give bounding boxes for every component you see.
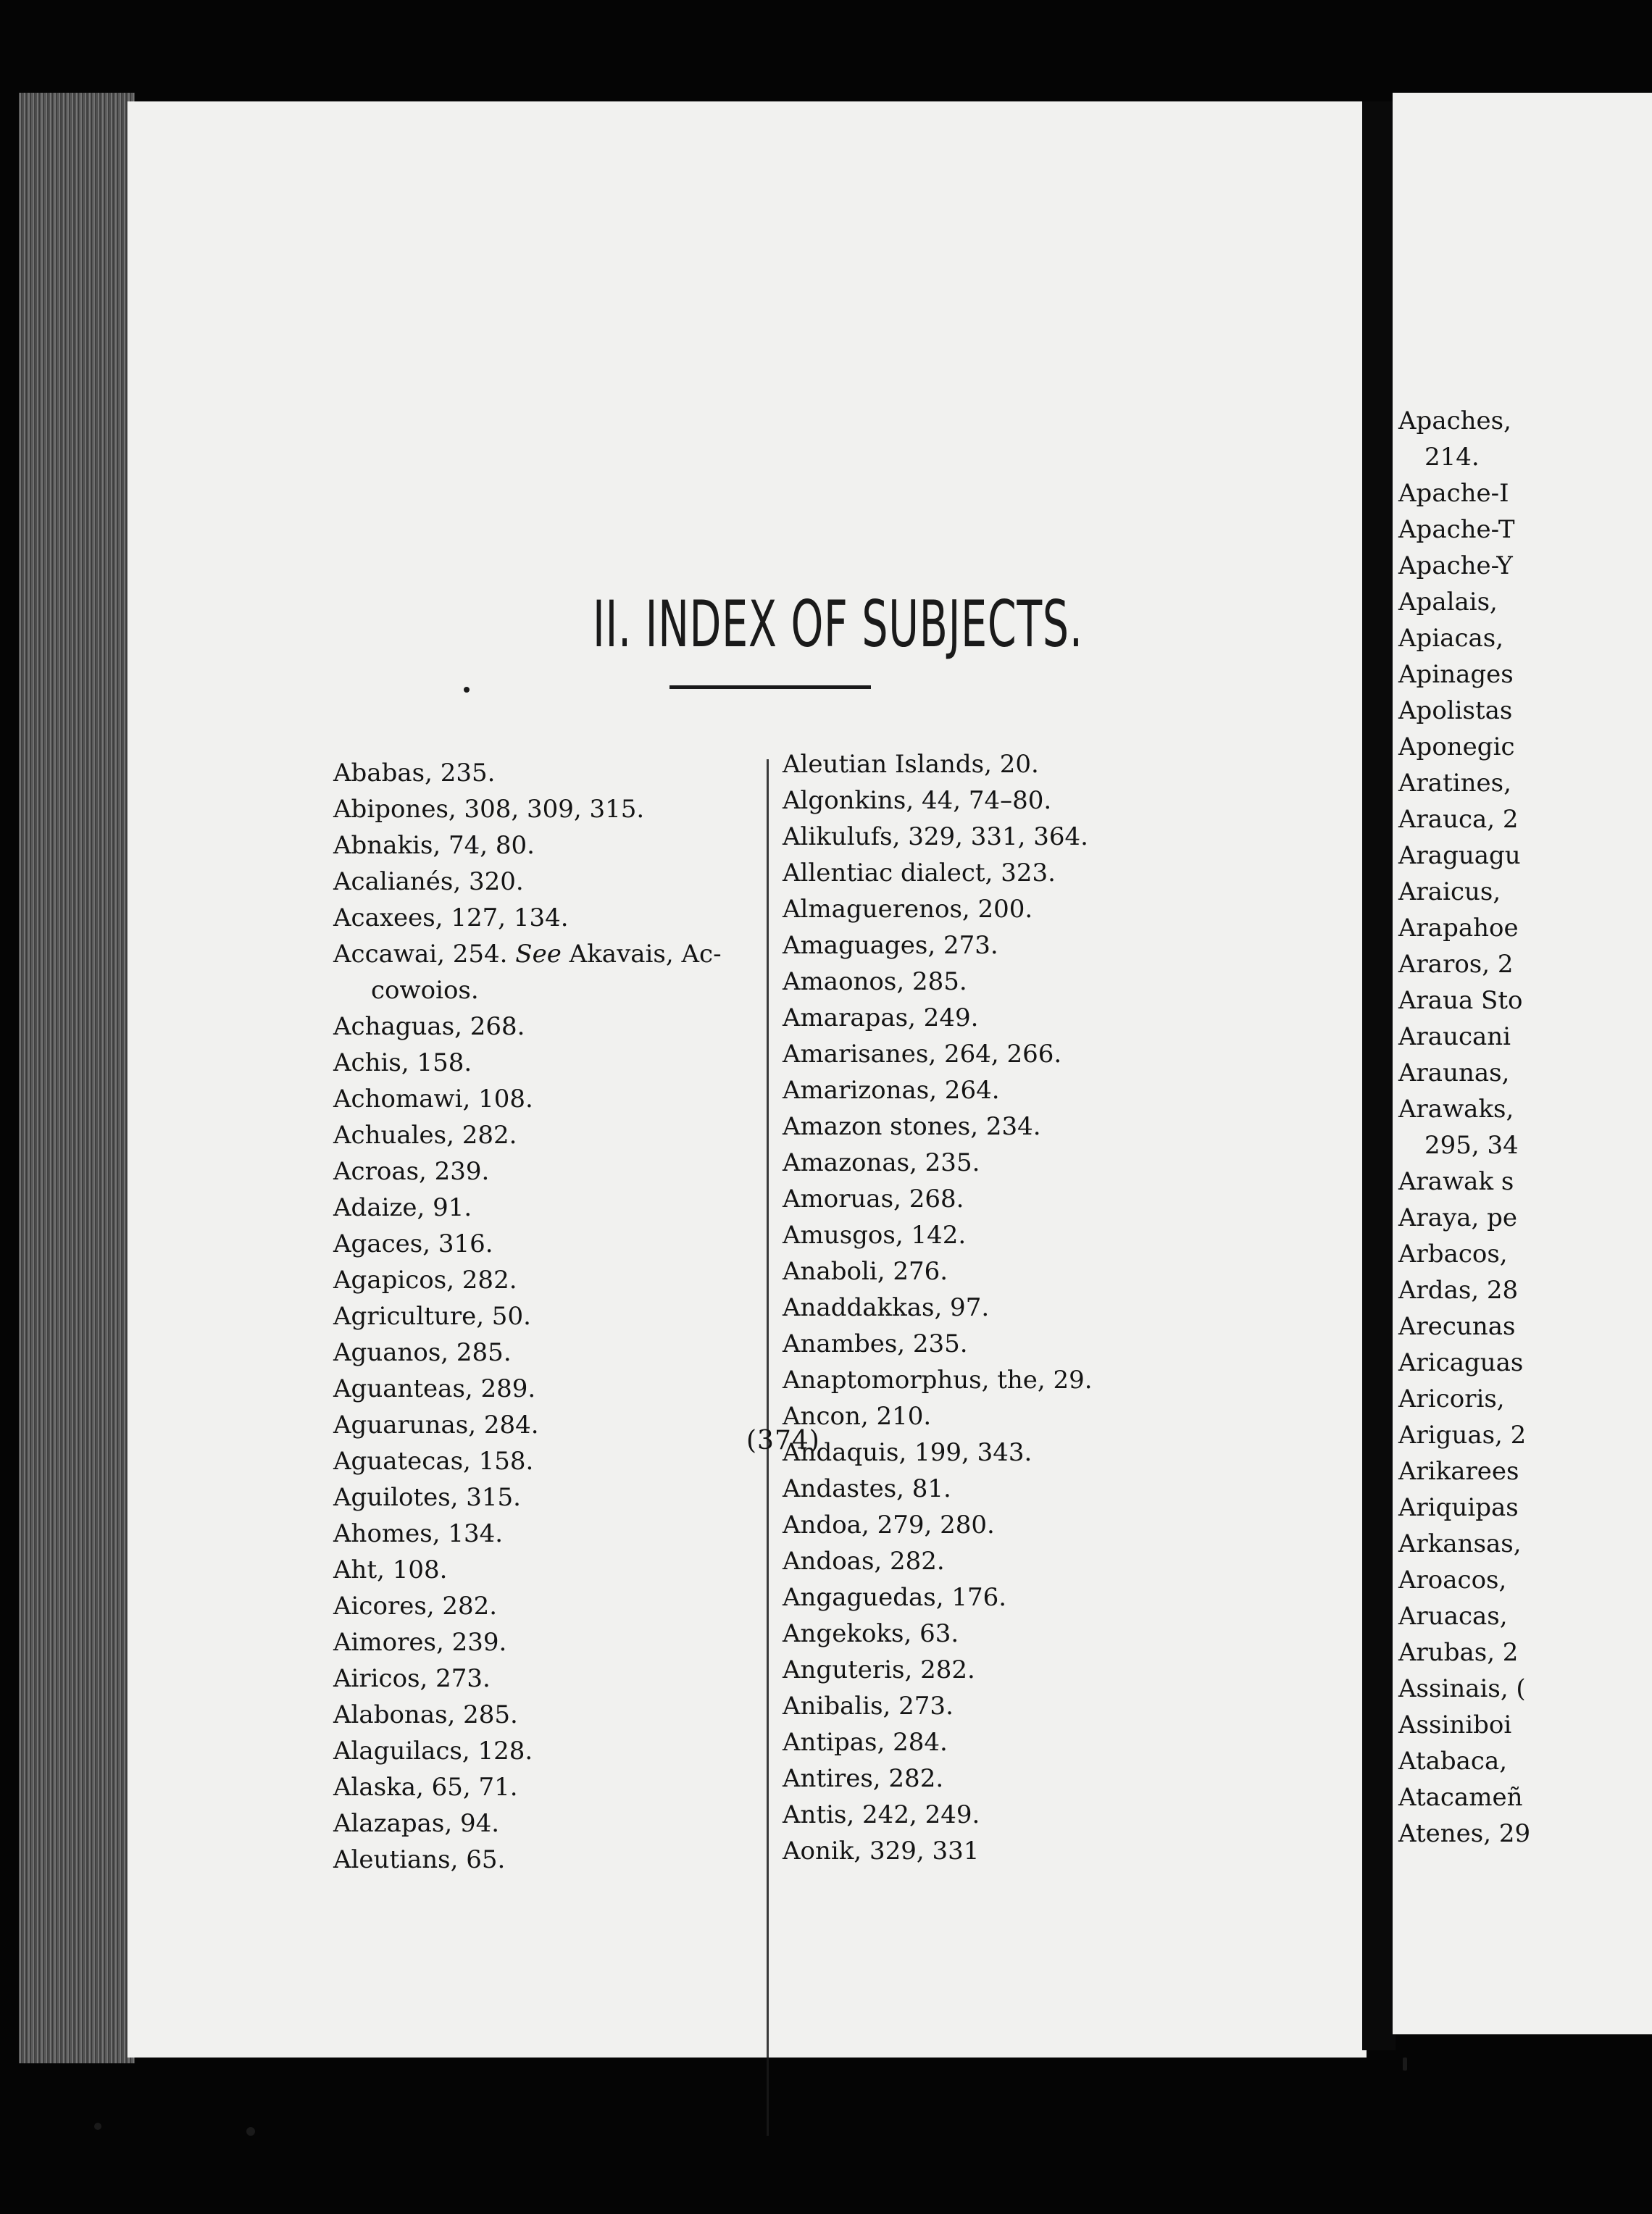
title-rule (669, 685, 871, 689)
index-entry: Araunas, (1398, 1058, 1510, 1087)
index-entry: Andastes, 81. (783, 1474, 951, 1503)
index-column-left (333, 755, 722, 1878)
index-entry: Angaguedas, 176. (783, 1583, 1007, 1612)
index-entry-continuation: 295, 34 (1424, 1131, 1519, 1160)
index-entry: Agapicos, 282. (333, 1266, 517, 1295)
index-entry: Almaguerenos, 200. (783, 895, 1033, 924)
book-gutter (1362, 101, 1396, 2050)
index-entry: Aguatecas, 158. (333, 1447, 534, 1476)
index-entry: Aricaguas (1398, 1348, 1524, 1377)
index-entry: Aguanteas, 289. (333, 1374, 536, 1403)
book-page-edges (19, 93, 135, 2063)
index-column-right (783, 746, 1093, 1869)
index-entry: Apaches, (1398, 406, 1511, 435)
index-entry: Airicos, 273. (333, 1664, 491, 1693)
index-entry: Ababas, 235. (333, 759, 496, 788)
index-entry: Ariguas, 2 (1398, 1421, 1527, 1450)
index-entry: Ancon, 210. (783, 1402, 932, 1431)
index-entry: Anaddakkas, 97. (783, 1293, 990, 1322)
index-entry: Apache-T (1398, 515, 1515, 544)
index-entry: Andaquis, 199, 343. (783, 1438, 1032, 1467)
index-entry: Achomawi, 108. (333, 1085, 533, 1114)
index-entry: Arawak s (1398, 1167, 1514, 1196)
index-entry: Apalais, (1398, 588, 1498, 617)
index-entry: Allentiac dialect, 323. (783, 859, 1056, 887)
index-entry: Angekoks, 63. (783, 1619, 959, 1648)
index-entry: Antis, 242, 249. (783, 1800, 980, 1829)
index-entry: Aricoris, (1398, 1384, 1505, 1413)
index-entry: Apinages (1398, 660, 1514, 689)
index-entry: Arecunas (1398, 1312, 1516, 1341)
index-entry: Aht, 108. (333, 1555, 448, 1584)
index-entry: Achuales, 282. (333, 1121, 517, 1150)
index-entry: Acaxees, 127, 134. (333, 903, 569, 932)
index-entry: Aleutians, 65. (333, 1845, 506, 1874)
index-entry: Aleutian Islands, 20. (783, 750, 1039, 779)
index-entry: Antipas, 284. (783, 1728, 948, 1757)
index-entry: Adaize, 91. (333, 1193, 472, 1222)
index-entry: Aicores, 282. (333, 1592, 498, 1621)
index-entry: Acroas, 239. (333, 1157, 490, 1186)
index-entry: Amarizonas, 264. (783, 1076, 1000, 1105)
index-entry: Apolistas (1398, 696, 1513, 725)
index-entry: Abnakis, 74, 80. (333, 831, 535, 860)
print-speck (246, 2127, 255, 2136)
index-entry: Accawai, 254. See Akavais, Ac- (333, 940, 722, 969)
index-entry: Amaguages, 273. (783, 931, 998, 960)
index-entry: Aruacas, (1398, 1602, 1508, 1631)
print-speck (1403, 2058, 1407, 2071)
index-entry: Andoa, 279, 280. (783, 1511, 995, 1540)
index-entry: Anibalis, 273. (783, 1692, 954, 1721)
index-entry: Ahomes, 134. (333, 1519, 504, 1548)
index-entry: Amaonos, 285. (783, 967, 967, 996)
index-entry: Alikulufs, 329, 331, 364. (783, 822, 1088, 851)
index-entry: Alabonas, 285. (333, 1700, 518, 1729)
index-entry: Aimores, 239. (333, 1628, 507, 1657)
index-entry: Atabaca, (1398, 1747, 1508, 1776)
index-entry: Alaguilacs, 128. (333, 1737, 533, 1766)
index-entry: Algonkins, 44, 74–80. (783, 786, 1052, 815)
index-entry: Amarisanes, 264, 266. (783, 1040, 1062, 1069)
index-entry: Araicus, (1398, 877, 1501, 906)
index-entry: Aroacos, (1398, 1566, 1507, 1595)
index-entry: Ariquipas (1398, 1493, 1519, 1522)
index-entry: Arapahoe (1398, 914, 1519, 943)
index-entry: Anaptomorphus, the, 29. (783, 1366, 1093, 1395)
index-entry: Arawaks, (1398, 1095, 1514, 1124)
index-entry: Aguarunas, 284. (333, 1411, 539, 1440)
print-speck (94, 2123, 101, 2130)
index-entry: Andoas, 282. (783, 1547, 945, 1576)
index-entry: Anaboli, 276. (783, 1257, 948, 1286)
index-entry: Assiniboi (1398, 1710, 1512, 1739)
index-entry: Araguagu (1398, 841, 1521, 870)
index-entry: Agriculture, 50. (333, 1302, 531, 1331)
index-entry: Alaska, 65, 71. (333, 1773, 518, 1802)
index-entry: Araucani (1398, 1022, 1511, 1051)
index-entry-continuation: 214. (1424, 443, 1480, 472)
index-entry: Araros, 2 (1398, 950, 1514, 979)
index-entry: Acalianés, 320. (333, 867, 524, 896)
page-number: (374) (746, 1426, 820, 1455)
left-page (128, 101, 1367, 2058)
index-entry: Agaces, 316. (333, 1229, 493, 1258)
index-entry: Apiacas, (1398, 624, 1504, 653)
right-page-partial (1393, 93, 1652, 2034)
index-entry: Arikarees (1398, 1457, 1519, 1486)
index-entry: Anambes, 235. (783, 1329, 968, 1358)
index-entry: Anguteris, 282. (783, 1655, 975, 1684)
print-speck (464, 687, 470, 693)
page-title: II. INDEX OF SUBJECTS. (593, 587, 1083, 661)
index-entry: Abipones, 308, 309, 315. (333, 795, 645, 824)
index-entry: Araua Sto (1398, 986, 1523, 1015)
index-entry: Amoruas, 268. (783, 1185, 964, 1213)
index-entry: Araya, pe (1398, 1203, 1518, 1232)
index-entry: Ardas, 28 (1398, 1276, 1519, 1305)
index-entry: Amazonas, 235. (783, 1148, 980, 1177)
index-entry: Achaguas, 268. (333, 1012, 525, 1041)
index-entry: Amusgos, 142. (783, 1221, 967, 1250)
index-entry: Achis, 158. (333, 1048, 472, 1077)
index-entry: Amarapas, 249. (783, 1003, 979, 1032)
index-entry: Aponegic (1398, 732, 1515, 761)
index-entry: Antires, 282. (783, 1764, 944, 1793)
index-entry: Apache-I (1398, 479, 1509, 508)
index-entry: Aguilotes, 315. (333, 1483, 521, 1512)
index-entry: Apache-Y (1398, 551, 1513, 580)
index-entry: Atacameñ (1398, 1783, 1523, 1812)
index-entry: Atenes, 29 (1398, 1819, 1531, 1848)
index-entry: Alazapas, 94. (333, 1809, 500, 1838)
index-entry-continuation: cowoios. (371, 976, 479, 1005)
index-entry: Arubas, 2 (1398, 1638, 1519, 1667)
index-entry: Aratines, (1398, 769, 1511, 798)
next-page-index-column (1398, 403, 1530, 1852)
index-entry: Aguanos, 285. (333, 1338, 512, 1367)
index-entry: Arkansas, (1398, 1529, 1522, 1558)
index-entry: Assinais, ( (1398, 1674, 1526, 1703)
index-entry: Aonik, 329, 331 (783, 1837, 980, 1866)
index-entry: Arbacos, (1398, 1240, 1508, 1269)
index-entry: Amazon stones, 234. (783, 1112, 1041, 1141)
index-entry: Arauca, 2 (1398, 805, 1519, 834)
